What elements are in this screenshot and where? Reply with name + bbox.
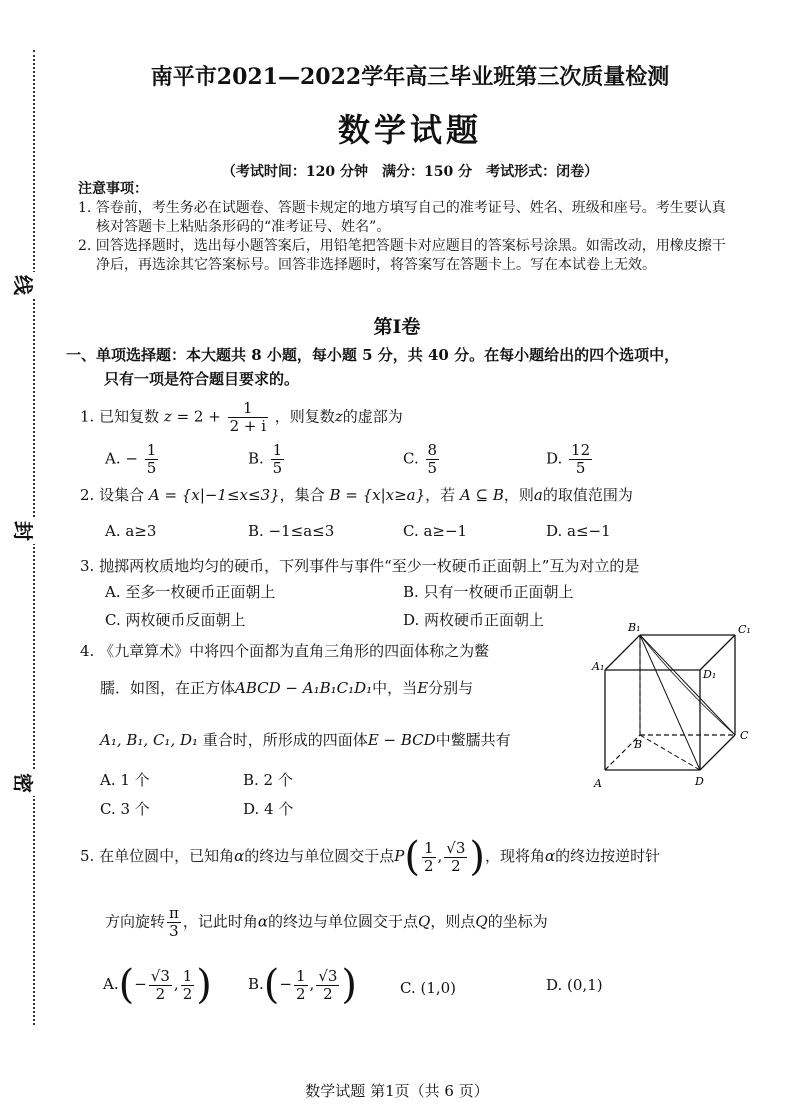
q1-opt-b-num: 1 [272, 441, 283, 459]
q5-p-frac1 [422, 840, 436, 875]
q1-opt-a-sign: − [125, 449, 138, 468]
notice-block [78, 180, 728, 275]
question-4-line2 [100, 678, 600, 698]
exam-title-subject: 数学试题 [337, 111, 482, 149]
q4-line1: 《九章算术》中将四个面都为直角三角形的四面体称之为鳖 [99, 642, 490, 660]
q5-opt-b-label: B. [248, 975, 264, 993]
q1-frac-den: 2 + i [229, 417, 267, 435]
q5-rot-den: 3 [169, 922, 179, 940]
q5-opt-b-frac1 [294, 968, 308, 1003]
q5-point-p: P [394, 847, 405, 865]
q4-line3-b: 重合时，所形成的四面体 [198, 731, 368, 749]
q5-paren-close: ) [469, 834, 486, 880]
q5-option-d: D. (0,1) [546, 976, 603, 994]
q5-alpha-2: α [545, 847, 556, 865]
q4-number: 4. [80, 642, 95, 660]
q1-post-z: z [334, 407, 343, 426]
q5-line1-a: 在单位圆中，已知角 [99, 847, 235, 865]
q5-line1-d: 的终边按逆时针 [555, 847, 661, 865]
q1-option-b [248, 442, 286, 477]
q5-line2-a: 方向旋转 [105, 912, 166, 931]
q1-opt-c-den: 5 [427, 459, 438, 477]
q2-var: a [533, 486, 543, 504]
q5-option-a: A.(− $\frac{√3}{2}$ , $\frac{1}{2}$ ) [103, 962, 212, 1008]
q5-opt-b-d2: 2 [323, 984, 333, 1003]
q5-line1-b: 的终边与单位圆交于点 [244, 847, 395, 865]
cube-label-c: C [740, 729, 749, 742]
q5-line2-d: ，则点 [430, 912, 476, 931]
q5-opt-a-frac1 [149, 968, 172, 1003]
q5-number: 5. [80, 847, 95, 865]
q2-text-a: 设集合 [99, 486, 149, 504]
q1-opt-d-num: 12 [571, 441, 591, 459]
q1-number: 1. [80, 407, 95, 426]
q5-point-q: Q [418, 912, 431, 931]
q1-option-d [546, 442, 594, 477]
q2-text-e: 的取值范围为 [542, 486, 633, 504]
q4-cube-figure [590, 615, 770, 795]
q3-option-c: C. 两枚硬币反面朝上 [105, 611, 246, 629]
q1-option-a [105, 442, 160, 477]
q5-line2-b: ，记此时角 [182, 912, 258, 931]
q4-line2-d: 分别与 [428, 679, 474, 697]
q5-point-q-2: Q [475, 912, 488, 931]
q2-condition: A ⊆ B [459, 486, 504, 504]
notice-item-1: 1. 答卷前，考生务必在试题卷、答题卡规定的地方填写自己的准考证号、姓名、班级和座号。考生要认真核对答题卡上粘贴条形码的“准考证号、姓名”。 [78, 200, 726, 235]
cube-label-b: B [634, 738, 643, 751]
q4-point-e: E [417, 679, 429, 697]
q5-alpha-3: α [257, 912, 269, 931]
q4-line3-d: 中鳖臑共有 [435, 731, 511, 749]
q5-opt-a-frac2 [181, 968, 195, 1003]
q1-opt-c-num: 8 [427, 441, 438, 459]
section-heading-line2: 只有一项是符合题目要求的。 [104, 370, 300, 388]
q1-frac-num: 1 [228, 400, 268, 418]
q1-option-c [403, 442, 441, 477]
q1-opt-b-label: B. [248, 449, 264, 468]
q5-option-b: B.(− $\frac{1}{2}$ , $\frac{√3}{2}$ ) [248, 962, 358, 1008]
q5-opt-b-n2: √3 [318, 966, 338, 985]
volume-title: 第Ⅰ卷 [373, 316, 421, 338]
q5-line2-e: 的坐标为 [487, 912, 548, 931]
q1-opt-d-label: D. [546, 449, 563, 468]
q5-line1-c: ，现将角 [485, 847, 546, 865]
q2-number: 2. [80, 486, 95, 504]
q5-rot-num: π [169, 904, 179, 922]
q1-opt-a-label: A. [105, 449, 121, 468]
q4-line2-c: 中，当 [372, 679, 418, 697]
q5-opt-a-d1: 2 [155, 984, 166, 1003]
q2-text-c: ，若 [425, 486, 460, 504]
q5-opt-a-close: ) [196, 962, 212, 1008]
q5-p-frac2 [444, 840, 467, 875]
question-5-line2 [105, 905, 755, 940]
q5-p-den1: 2 [423, 856, 434, 875]
q4-option-c: C. 3 个 [100, 800, 150, 818]
q5-opt-a-d2: 2 [182, 984, 193, 1003]
q2-option-c: C. a≥−1 [403, 522, 468, 540]
question-4-line1 [80, 641, 580, 661]
q1-eq: = 2 + [171, 407, 221, 426]
q5-opt-b-n1: 1 [295, 966, 306, 985]
q4-line2-a: 臑．如图，在正方体 [100, 679, 236, 697]
q5-p-den2: 2 [451, 856, 461, 875]
cube-label-c1: C₁ [738, 623, 751, 636]
q5-p-num1: 1 [423, 838, 434, 857]
notice-heading: 注意事项： [78, 181, 148, 197]
q1-post2: 的虚部为 [342, 407, 403, 426]
q2-option-d: D. a≤−1 [546, 522, 611, 540]
q1-opt-b-frac [271, 442, 285, 477]
binding-mark-mi: 密 [10, 770, 36, 796]
q4-option-d: D. 4 个 [243, 800, 294, 818]
q5-option-c: C. (1,0) [400, 979, 457, 997]
q2-text-d: ，则 [503, 486, 534, 504]
exam-title-line1: 南平市2021—2022学年高三毕业班第三次质量检测 [150, 64, 670, 90]
question-3 [80, 556, 639, 576]
q1-fraction [228, 400, 268, 435]
q5-opt-a-label: A. [103, 975, 119, 993]
q4-cube-name: ABCD − A₁B₁C₁D₁ [235, 679, 373, 697]
binding-mark-feng: 封 [10, 518, 36, 544]
q1-opt-d-frac [569, 442, 592, 477]
question-1 [80, 400, 403, 435]
binding-mark-xian: 线 [10, 272, 36, 298]
q5-opt-b-frac2 [316, 968, 339, 1003]
q4-vertices: A₁, B₁, C₁, D₁ [100, 731, 199, 749]
q2-option-b: B. −1≤a≤3 [248, 522, 335, 540]
exam-info: （考试时间：120 分钟 满分：150 分 考试形式：闭卷） [221, 164, 599, 180]
q3-option-d: D. 两枚硬币正面朝上 [403, 611, 545, 629]
q1-pre: 已知复数 [99, 407, 160, 426]
question-2 [80, 485, 633, 505]
q1-opt-c-frac [426, 442, 440, 477]
question-5-line1: 5. 在单位圆中，已知角α的终边与单位圆交于点P( $\frac{1}{2}$ , $\frac{√3}{2}$ )，现将角α的终边按逆时针 [80, 834, 661, 880]
q5-rot-frac [167, 905, 181, 940]
q5-opt-b-open: ( [263, 962, 280, 1008]
q4-option-a: A. 1 个 [100, 771, 150, 789]
q1-opt-a-den: 5 [146, 459, 157, 477]
q4-tetra: E − BCD [367, 731, 436, 749]
section-heading-line1: 一、单项选择题：本大题共 8 小题，每小题 5 分，共 40 分。在每小题给出的四个选项中， [66, 346, 680, 364]
q1-z: z [163, 407, 172, 426]
q5-alpha-1: α [234, 847, 245, 865]
notice-item-2: 2. 回答选择题时，选出每小题答案后，用铅笔把答题卡对应题目的答案标号涂黑。如需改动，用橡皮擦干净后，再选涂其它答案标号。回答非选择题时，将答案写在答题卡上。写在本试卷上无效。 [78, 238, 726, 273]
q2-set-b: B = {x|x≥a} [329, 486, 426, 504]
cube-label-a1: A₁ [592, 660, 605, 673]
q3-option-b: B. 只有一枚硬币正面朝上 [403, 583, 574, 601]
cube-label-d: D [695, 775, 704, 788]
q5-opt-a-n2: 1 [182, 966, 193, 985]
q1-post: ，则复数 [274, 407, 335, 426]
cube-label-d1: D₁ [703, 668, 717, 681]
exam-header [60, 60, 760, 181]
q5-paren-open: ( [404, 834, 420, 880]
question-4-line3 [100, 730, 600, 750]
cube-label-b1: B₁ [628, 621, 641, 634]
q2-option-a: A. a≥3 [105, 522, 157, 540]
q5-p-num2: √3 [446, 838, 466, 857]
q3-option-a: A. 至多一枚硬币正面朝上 [105, 583, 276, 601]
cube-label-a: A [594, 777, 602, 790]
q1-opt-a-frac [145, 442, 159, 477]
q1-opt-b-den: 5 [272, 459, 283, 477]
page-footer: 数学试题 第1页（共 6 页） [305, 1082, 489, 1100]
q5-opt-b-close: ) [341, 962, 358, 1008]
q3-number: 3. [80, 557, 95, 575]
q2-set-a: A = {x|−1≤x≤3} [148, 486, 280, 504]
q5-opt-b-d1: 2 [295, 984, 306, 1003]
q1-opt-c-label: C. [403, 449, 419, 468]
q1-opt-a-num: 1 [146, 441, 157, 459]
q5-opt-a-n1: √3 [150, 966, 170, 985]
q3-text: 抛掷两枚质地均匀的硬币，下列事件与事件“至少一枚硬币正面朝上”互为对立的是 [99, 557, 640, 575]
q5-line2-c: 的终边与单位圆交于点 [268, 912, 419, 931]
q1-opt-d-den: 5 [575, 459, 586, 477]
section-heading [66, 343, 736, 391]
q2-text-b: ，集合 [279, 486, 330, 504]
q5-opt-a-open: ( [118, 962, 135, 1008]
q4-option-b: B. 2 个 [243, 771, 293, 789]
